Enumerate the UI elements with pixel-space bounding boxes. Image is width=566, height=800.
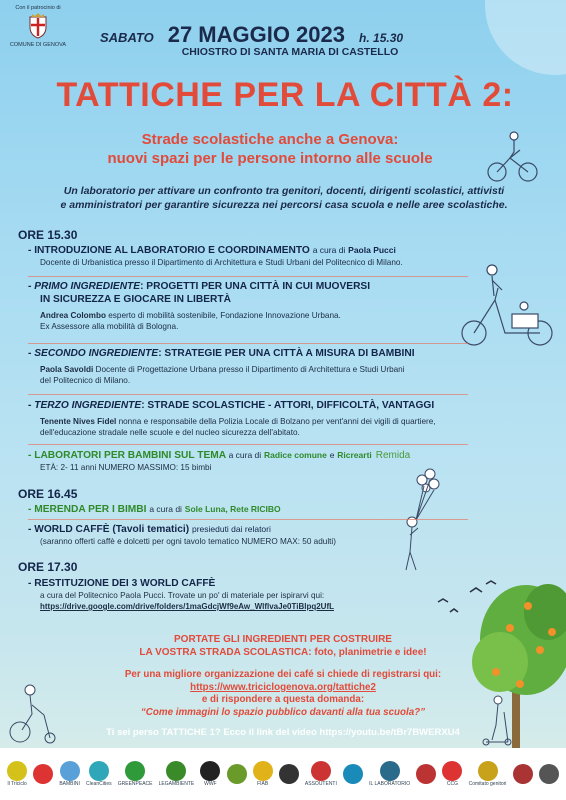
ring-logo-icon [513, 764, 533, 784]
logo-label: CCG [446, 781, 459, 787]
divider [28, 343, 468, 344]
item-description [40, 364, 468, 375]
item-heading [28, 449, 498, 462]
intro-text [18, 184, 550, 212]
divider [28, 276, 468, 277]
cleancities-logo-icon [89, 761, 109, 781]
legambiente-logo-icon [166, 761, 186, 781]
video-link-line[interactable]: Ti sei perso TATTICHE 1? Ecco il link del video https://youtu.be/tBr7BWERXU4 [106, 727, 460, 738]
circle-logo-icon [227, 764, 247, 784]
item-heading [28, 244, 468, 257]
item-heading-cont: IN SICUREZZA E GIOCARE IN LIBERTÀ [40, 294, 231, 305]
house-logo-icon [416, 764, 436, 784]
subtitle-line-1: Strade scolastiche anche a Genova: [141, 131, 399, 148]
panda-logo [200, 761, 220, 787]
item-heading-text: - LABORATORI PER BAMBINI SUL TEMA [28, 450, 226, 461]
triciclo-logo-icon [7, 761, 27, 781]
assoutenti-logo-icon [311, 761, 331, 781]
call-to-action [40, 633, 526, 659]
bike-wheel-logo-icon [279, 764, 299, 784]
patronage-block [8, 5, 68, 48]
item-heading-text: : PROGETTI PER UNA CITTÀ IN CUI MUOVERSI [140, 281, 371, 292]
program-item-laboratori [28, 449, 498, 473]
subtitle-line-2: nuovi spazi per le persone intorno alle scuole [107, 150, 433, 167]
crest-logo-icon [539, 764, 559, 784]
date-bar [100, 22, 480, 48]
item-heading [28, 503, 468, 516]
ccg-logo-icon [442, 761, 462, 781]
event-hour: h. 15.30 [359, 31, 404, 45]
item-desc-line-2: del Politecnico di Milano. [40, 376, 131, 385]
item-description: a cura del Politecnico Paola Pucci. Trovate un po' di materiale per ispirarvi qui: [40, 591, 325, 600]
parents-logo-icon [478, 761, 498, 781]
greenpeace-logo-icon [125, 761, 145, 781]
remida-label: Remida [375, 450, 411, 461]
event-place: CHIOSTRO DI SANTA MARIA DI CASTELLO [181, 46, 399, 58]
item-heading-text: : STRATEGIE PER UNA CITTÀ A MISURA DI BAMBINI [158, 348, 415, 359]
item-description: (saranno offerti caffè e dolcetti per ogni tavolo tematico NUMERO MAX: 50 adulti) [40, 537, 336, 546]
patron-label: Con il patrocinio di [15, 5, 61, 11]
item-speaker: Paola Savoldi [40, 365, 94, 374]
logo-label: CleanCities [86, 781, 112, 787]
item-heading: - RESTITUZIONE DEI 3 WORLD CAFFÈ [28, 578, 216, 589]
program-item-restituzione [28, 577, 498, 612]
subtitle [70, 130, 470, 168]
logo-label: LEGAMBIENTE [158, 781, 195, 787]
item-desc-line-1: esperto di mobilità sostenibile, Fondazione Innovazione Urbana. [108, 311, 341, 320]
item-heading [28, 280, 468, 293]
circle-logo [227, 764, 247, 784]
bike-logo-icon [33, 764, 53, 784]
registration-line-2: e di rispondere a questa domanda: [201, 694, 365, 705]
item-heading-text: - INTRODUZIONE AL LABORATORIO E COORDINAMENTO [28, 245, 310, 256]
item-by: a cura di [312, 245, 346, 255]
patron-name: COMUNE DI GENOVA [9, 42, 67, 48]
star-logo [343, 764, 363, 784]
item-desc-line-1: Docente di Progettazione Urbana presso il Dipartimento di Architettura e Studi Urbani [95, 365, 405, 374]
logo-label: Il Triciclo [7, 781, 27, 787]
item-heading [28, 347, 468, 360]
logo-label: ASSOUTENTI [304, 781, 337, 787]
sun-glow [485, 0, 566, 75]
item-heading-label: - TERZO INGREDIENTE [28, 400, 142, 411]
fiab-logo [253, 761, 273, 787]
fiab-logo-icon [253, 761, 273, 781]
program-item-primo [28, 280, 468, 332]
program-item-merenda [28, 503, 468, 516]
cargo-bike-illustration [462, 265, 552, 345]
logo-label: Comitato genitori [468, 781, 507, 787]
item-heading [28, 399, 468, 412]
cta-line-2: LA VOSTRA STRADA SCOLASTICA: foto, planimetrie e idee! [139, 647, 427, 658]
divider [28, 394, 468, 395]
time-1730: ORE 17.30 [18, 560, 78, 574]
cleancities-logo [86, 761, 112, 787]
item-desc-line-2: dell'educazione stradale nelle scuole e del nucleo sicurezza dell'abitato. [40, 428, 300, 437]
registration-link[interactable]: https://www.triciclogenova.org/tattiche2 [190, 681, 376, 693]
intro-line-2: e amministratori per garantire sicurezza nei percorsi casa scuola e nelle aree scolastiche. [60, 199, 508, 211]
bike-wheel-logo [279, 764, 299, 784]
kids-logo [59, 761, 80, 787]
logo-label: WWF [204, 781, 217, 787]
ring-logo [513, 764, 533, 784]
event-day: SABATO [100, 30, 154, 45]
genoa-crest-icon [27, 13, 49, 39]
item-heading-label: - SECONDO INGREDIENTE [28, 348, 159, 359]
item-by: presieduti dai relatori [191, 524, 271, 534]
program-item-world-caffe [28, 523, 468, 547]
assoutenti-logo [305, 761, 337, 787]
logo-label: FIAB [257, 781, 269, 787]
partner-logos-strip [0, 748, 566, 800]
triciclo-logo [7, 761, 27, 787]
cta-line-1: PORTATE GLI INGREDIENTI PER COSTRUIRE [174, 634, 392, 645]
registration-question: “Come immagini lo spazio pubblico davanti alla tua scuola?” [140, 706, 426, 718]
item-desc-line-2: Ex Assessore alla mobilità di Bologna. [40, 322, 179, 331]
item-description: ETÀ: 2- 11 anni NUMERO MASSIMO: 15 bimbi [40, 463, 212, 472]
item-desc-line-1: nonna e responsabile della Polizia Locale di Bolzano per vent'anni dei vigili di quartiere, [118, 417, 436, 426]
item-speaker: Tenente Nives Fidel [40, 417, 117, 426]
item-speaker: Andrea Colombo [40, 311, 106, 320]
kids-logo-icon [60, 761, 80, 781]
star-logo-icon [343, 764, 363, 784]
lab-logo-icon [380, 761, 400, 781]
item-speaker-1: Radice comune [264, 450, 327, 460]
item-description [40, 416, 468, 427]
item-heading-text: - WORLD CAFFÈ (Tavoli tematici) [28, 524, 190, 535]
item-heading-label: - PRIMO INGREDIENTE [28, 281, 141, 292]
logo-label: GREENPEACE [117, 781, 153, 787]
item-by: a cura di [228, 450, 262, 460]
time-1530: ORE 15.30 [18, 228, 78, 242]
parents-logo [469, 761, 507, 787]
item-heading [28, 523, 468, 536]
item-speaker: Sole Luna, Rete RICIBO [184, 504, 281, 514]
divider [28, 444, 468, 445]
registration-line-1: Per una migliore organizzazione dei café si chiede di registrarsi qui: [124, 669, 442, 680]
legambiente-logo [159, 761, 195, 787]
page-title: TATTICHE PER LA CITTÀ 2: [56, 76, 514, 114]
item-and: e [329, 450, 335, 460]
time-1645: ORE 16.45 [18, 487, 78, 501]
greenpeace-logo [118, 761, 153, 787]
house-logo [416, 764, 436, 784]
panda-logo-icon [200, 761, 220, 781]
item-description: Docente di Urbanistica presso il Dipartimento di Architettura e Studi Urbani del Politecnico di Milano. [40, 258, 403, 267]
lab-logo [369, 761, 410, 787]
logo-label: BAMBINI [59, 781, 80, 787]
materials-link[interactable]: https://drive.google.com/drive/folders/1maGdcjWf9eAw_WlflvaJe0TiBlpq2UfL [40, 602, 334, 611]
item-description [40, 310, 468, 321]
program-item-intro [28, 244, 468, 268]
item-heading-text: - MERENDA PER I BIMBI [28, 504, 147, 515]
program-item-secondo [28, 347, 468, 386]
divider [28, 519, 468, 520]
item-heading-text: : STRADE SCOLASTICHE - ATTORI, DIFFICOLTÀ, VANTAGGI [141, 400, 435, 411]
intro-line-1: Un laboratorio per attivare un confronto tra genitori, docenti, dirigenti scolastici, attivisti [63, 185, 505, 197]
bike-logo [33, 764, 53, 784]
registration-block [40, 669, 526, 719]
ccg-logo [442, 761, 462, 787]
logo-label: IL LABORATORIO [369, 781, 411, 787]
program-item-terzo [28, 399, 468, 438]
item-speaker-2: Ricrearti [337, 450, 372, 460]
item-speaker: Paola Pucci [348, 245, 396, 255]
kid-on-bike-illustration [488, 132, 537, 181]
crest-logo [539, 764, 559, 784]
event-date: 27 MAGGIO 2023 [167, 22, 346, 47]
item-by: a cura di [149, 504, 182, 514]
